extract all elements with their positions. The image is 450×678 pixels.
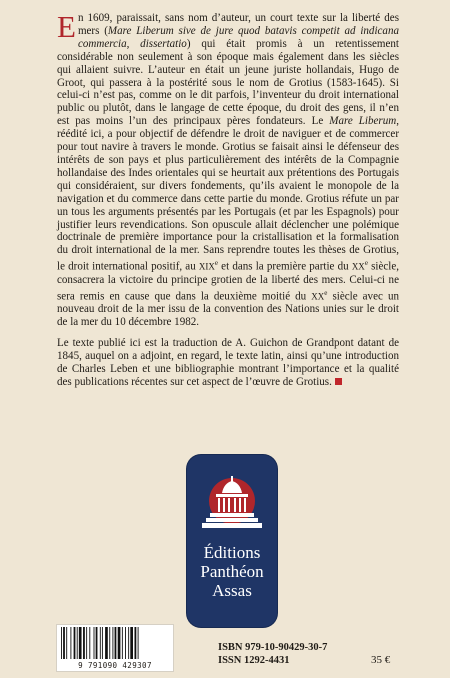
issn-number: ISSN 1292-4431 (218, 655, 290, 666)
barcode-bars-icon (61, 627, 169, 659)
drop-cap: E (57, 9, 76, 44)
isbn-block (218, 641, 327, 667)
pantheon-emblem-icon (202, 473, 262, 535)
barcode-number: 9 791090 429307 (78, 661, 152, 670)
summary-text (57, 9, 399, 389)
isbn-number: ISBN 979-10-90429-30-7 (218, 642, 328, 653)
publisher-name: Éditions Panthéon Assas (200, 543, 264, 600)
summary-paragraph-1: En 1609, paraissait, sans nom d’auteur, un court texte sur la liberté des mers (Mare Liberum sive de jure quod batavis competit ad indicana commercia, dissertatio) qui était promis à un retentissement considérable non seulement à son époque mais également dans les siècles qui allaient suivre. L’auteur en était un jeune juriste hollandais, Hugo de Groot, qui passera à la postérité sous le nom de Grotius (1583-1645). Si celui-ci n’est pas, comme on le dit parfois, l’inventeur du droit international public ou plutôt, dans le langage de cette époque, du droit des gens, il n’en est pas moins l’un des principaux pères fondateurs. Le Mare Liberum, réédité ici, a pour objectif de défendre le droit de naviguer et de commercer pour tout navire à travers le monde. Grotius se faisait ainsi le défenseur des intérêts de son pays et plus particulièrement des intérêts de la Compagnie hollandaise des Indes orientales qui se heurtait aux prétentions des Portugais qui considéraient, sur divers fondements, qu’ils avaient le monopole de la navigation et du commerce dans cette partie du monde. Grotius réfute un par un tous les arguments présentés par les Portugais (et par les Espagnols) pour justifier leurs revendications. Son opuscule allait déclencher une polémique doctrinale de première importance pour la cristallisation et la formalisation du droit international de la mer. Sans reprendre toutes les thèses de Grotius, le droit international positif, au XIXe et dans la première partie du XXe siècle, consacrera la victoire du principe grotien de la liberté des mers. Celui-ci ne sera remis en cause que dans la deuxième moitié du XXe siècle avec un nouveau droit de la mer issu de la convention des Nations unies sur le droit de la mer du 10 décembre 1982. (57, 9, 399, 329)
publisher-logo (187, 455, 277, 627)
barcode (56, 624, 174, 672)
summary-paragraph-2: Le texte publié ici est la traduction de A. Guichon de Grandpont datant de 1845, auquel on a adjoint, en regard, le texte latin, ainsi qu’une introduction de Charles Leben et une bibliographie montrant l’importance et la qualité des publications récentes sur cet aspect de l’œuvre de Grotius. (57, 337, 399, 388)
end-mark-icon (335, 378, 342, 385)
price: 35 € (371, 654, 391, 666)
